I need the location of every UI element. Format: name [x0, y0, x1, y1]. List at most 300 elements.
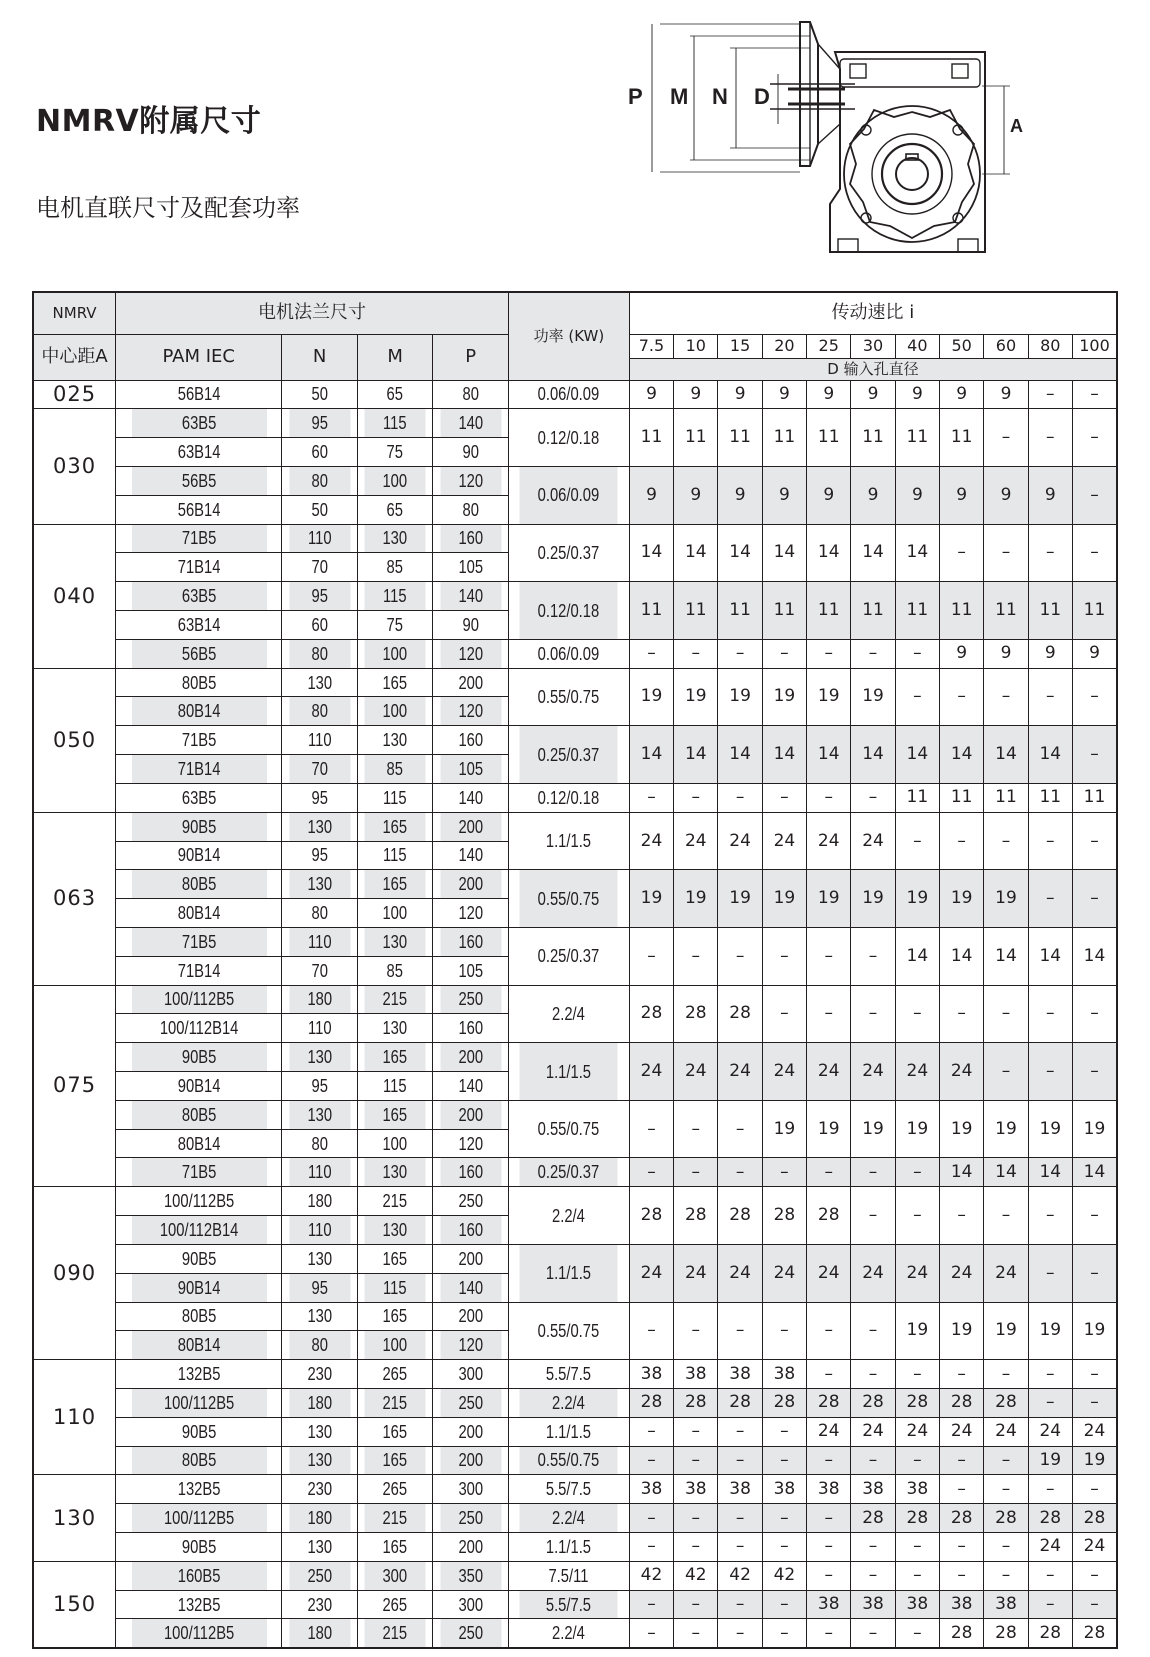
bore-cell: 14: [851, 726, 895, 784]
power-cell: 1.1/1.5: [519, 1244, 618, 1302]
bore-cell: 19: [1028, 1100, 1072, 1158]
bore-cell: –: [629, 927, 673, 985]
m-cell: 115: [364, 1273, 426, 1302]
bore-cell: –: [718, 1504, 762, 1533]
bore-cell: –: [1028, 1043, 1072, 1101]
header-ratio: 100: [1072, 334, 1117, 358]
bore-cell: 28: [674, 985, 718, 1043]
bore-cell: –: [718, 1158, 762, 1187]
bore-cell: 11: [940, 582, 984, 640]
n-cell: 130: [289, 1100, 351, 1129]
table-row: [33, 380, 1117, 409]
bore-cell: 24: [762, 1244, 806, 1302]
bore-cell: –: [1028, 668, 1072, 726]
bore-cell: –: [1072, 726, 1117, 784]
m-cell: 130: [364, 524, 426, 553]
bore-cell: 24: [629, 812, 673, 870]
p-cell: 250: [440, 1388, 502, 1417]
bore-cell: 19: [895, 870, 939, 928]
bore-cell: 19: [762, 668, 806, 726]
bore-cell: 38: [629, 1475, 673, 1504]
table-row: [33, 927, 1117, 956]
bore-cell: –: [1072, 1388, 1117, 1417]
bore-cell: 19: [807, 668, 851, 726]
bore-cell: –: [1072, 812, 1117, 870]
m-cell: 130: [364, 726, 426, 755]
bore-cell: 28: [895, 1504, 939, 1533]
bore-cell: 14: [940, 726, 984, 784]
m-cell: 300: [364, 1561, 426, 1590]
power-cell: 0.12/0.18: [519, 783, 618, 812]
drawing-label-m: M: [670, 84, 689, 109]
table-row: [33, 668, 1117, 697]
bore-cell: 9: [807, 380, 851, 409]
bore-cell: 11: [1072, 582, 1117, 640]
bore-cell: 19: [851, 1100, 895, 1158]
m-cell: 130: [364, 927, 426, 956]
m-cell: 100: [364, 466, 426, 495]
header-ratio: 7.5: [629, 334, 673, 358]
n-cell: 180: [289, 1619, 351, 1648]
n-cell: 50: [289, 495, 351, 524]
bore-cell: 28: [851, 1504, 895, 1533]
bore-cell: –: [807, 927, 851, 985]
table-row: [33, 870, 1117, 899]
power-cell: 2.2/4: [519, 985, 618, 1043]
bore-cell: 28: [718, 1187, 762, 1245]
p-cell: 200: [440, 1100, 502, 1129]
header-flange-group: 电机法兰尺寸: [116, 292, 509, 334]
bore-cell: 24: [674, 812, 718, 870]
bore-cell: 24: [940, 1417, 984, 1446]
bore-cell: 14: [1072, 927, 1117, 985]
bore-cell: –: [718, 639, 762, 668]
bore-cell: –: [1028, 1590, 1072, 1619]
n-cell: 180: [289, 985, 351, 1014]
p-cell: 90: [440, 438, 502, 467]
header-ratio: 80: [1028, 334, 1072, 358]
n-cell: 230: [289, 1360, 351, 1389]
bore-cell: 38: [851, 1590, 895, 1619]
bore-cell: –: [1072, 524, 1117, 582]
m-cell: 65: [364, 495, 426, 524]
bore-cell: 11: [984, 783, 1028, 812]
bore-cell: 24: [718, 1043, 762, 1101]
pam-iec-cell: 71B5: [131, 1158, 267, 1187]
bore-cell: 14: [718, 726, 762, 784]
bore-cell: –: [940, 985, 984, 1043]
n-cell: 180: [289, 1187, 351, 1216]
bore-cell: 28: [674, 1388, 718, 1417]
bore-cell: 24: [807, 812, 851, 870]
table-row: [33, 1043, 1117, 1072]
bore-cell: –: [895, 668, 939, 726]
bore-cell: 9: [851, 466, 895, 524]
bore-cell: 9: [940, 639, 984, 668]
bore-cell: 24: [1028, 1533, 1072, 1562]
bore-cell: –: [1028, 380, 1072, 409]
n-cell: 230: [289, 1590, 351, 1619]
pam-iec-cell: 100/112B14: [131, 1014, 267, 1043]
header-ratio: 10: [674, 334, 718, 358]
bore-cell: 14: [940, 927, 984, 985]
n-cell: 130: [289, 870, 351, 899]
header-p: P: [433, 334, 509, 380]
pam-iec-cell: 100/112B5: [131, 1619, 267, 1648]
bore-cell: –: [718, 1302, 762, 1360]
bore-cell: 24: [807, 1244, 851, 1302]
n-cell: 80: [289, 1331, 351, 1360]
header-ratio-group: 传动速比 i: [629, 292, 1117, 334]
bore-cell: –: [807, 1561, 851, 1590]
bore-cell: –: [895, 1187, 939, 1245]
bore-cell: –: [718, 1619, 762, 1648]
header-center-distance: 中心距A: [33, 334, 116, 380]
bore-cell: 9: [984, 380, 1028, 409]
bore-cell: 9: [629, 380, 673, 409]
bore-cell: 28: [940, 1619, 984, 1648]
table-row: [33, 1619, 1117, 1648]
pam-iec-cell: 71B5: [131, 927, 267, 956]
bore-cell: 28: [718, 1388, 762, 1417]
power-cell: 0.06/0.09: [519, 466, 618, 524]
bore-cell: 19: [940, 870, 984, 928]
bore-cell: 28: [984, 1504, 1028, 1533]
center-distance-cell: 090: [33, 1187, 116, 1360]
m-cell: 85: [364, 755, 426, 784]
p-cell: 200: [440, 668, 502, 697]
n-cell: 110: [289, 1014, 351, 1043]
bore-cell: –: [940, 1561, 984, 1590]
bore-cell: 24: [629, 1244, 673, 1302]
bore-cell: 38: [807, 1590, 851, 1619]
bore-cell: –: [895, 1446, 939, 1475]
bore-cell: –: [674, 1533, 718, 1562]
m-cell: 165: [364, 812, 426, 841]
p-cell: 90: [440, 611, 502, 640]
bore-cell: –: [807, 1533, 851, 1562]
pam-iec-cell: 100/112B14: [131, 1216, 267, 1245]
drawing-label-a: A: [1010, 116, 1023, 136]
p-cell: 120: [440, 697, 502, 726]
bore-cell: 19: [1072, 1446, 1117, 1475]
bore-cell: –: [674, 783, 718, 812]
bore-cell: –: [762, 1533, 806, 1562]
m-cell: 130: [364, 1014, 426, 1043]
pam-iec-cell: 80B5: [131, 1302, 267, 1331]
bore-cell: 14: [762, 524, 806, 582]
bore-cell: –: [1072, 870, 1117, 928]
bore-cell: –: [1028, 1360, 1072, 1389]
table-row: [33, 1504, 1117, 1533]
bore-cell: 9: [1028, 466, 1072, 524]
power-cell: 5.5/7.5: [519, 1590, 618, 1619]
p-cell: 300: [440, 1360, 502, 1389]
center-distance-cell: 030: [33, 409, 116, 524]
bore-cell: –: [895, 639, 939, 668]
bore-cell: –: [984, 1561, 1028, 1590]
n-cell: 70: [289, 553, 351, 582]
pam-iec-cell: 132B5: [131, 1590, 267, 1619]
pam-iec-cell: 90B5: [131, 812, 267, 841]
pam-iec-cell: 160B5: [131, 1561, 267, 1590]
power-cell: 5.5/7.5: [519, 1475, 618, 1504]
bore-cell: –: [984, 1475, 1028, 1504]
bore-cell: 9: [1028, 639, 1072, 668]
power-cell: 0.25/0.37: [519, 927, 618, 985]
bore-cell: 11: [762, 582, 806, 640]
bore-cell: 11: [807, 409, 851, 467]
m-cell: 165: [364, 1100, 426, 1129]
m-cell: 165: [364, 1244, 426, 1273]
page-title: NMRV附属尺寸: [36, 104, 262, 139]
bore-cell: –: [629, 1619, 673, 1648]
table-row: [33, 1446, 1117, 1475]
bore-cell: –: [940, 1533, 984, 1562]
bore-cell: –: [807, 1302, 851, 1360]
bore-cell: 9: [984, 639, 1028, 668]
p-cell: 80: [440, 495, 502, 524]
pam-iec-cell: 100/112B5: [131, 985, 267, 1014]
bore-cell: 9: [762, 380, 806, 409]
table-row: [33, 726, 1117, 755]
bore-cell: 42: [674, 1561, 718, 1590]
bore-cell: 11: [895, 783, 939, 812]
m-cell: 165: [364, 1417, 426, 1446]
n-cell: 130: [289, 1302, 351, 1331]
bore-cell: 11: [940, 409, 984, 467]
p-cell: 140: [440, 582, 502, 611]
bore-cell: 19: [984, 1302, 1028, 1360]
bore-cell: 24: [807, 1417, 851, 1446]
bore-cell: –: [895, 1561, 939, 1590]
bore-cell: 14: [629, 726, 673, 784]
dimension-spec-table: [32, 291, 1118, 1649]
center-distance-cell: 040: [33, 524, 116, 668]
m-cell: 165: [364, 870, 426, 899]
bore-cell: –: [674, 1302, 718, 1360]
bore-cell: 9: [629, 466, 673, 524]
bore-cell: –: [940, 1360, 984, 1389]
p-cell: 250: [440, 1619, 502, 1648]
bore-cell: 24: [762, 1043, 806, 1101]
drawing-label-n: N: [712, 84, 728, 109]
m-cell: 100: [364, 1129, 426, 1158]
p-cell: 200: [440, 1446, 502, 1475]
bore-cell: 9: [807, 466, 851, 524]
power-cell: 5.5/7.5: [519, 1360, 618, 1389]
bore-cell: –: [851, 1533, 895, 1562]
center-distance-cell: 130: [33, 1475, 116, 1561]
pam-iec-cell: 63B5: [131, 409, 267, 438]
bore-cell: –: [674, 639, 718, 668]
m-cell: 130: [364, 1158, 426, 1187]
n-cell: 130: [289, 1446, 351, 1475]
bore-cell: –: [629, 1504, 673, 1533]
m-cell: 85: [364, 956, 426, 985]
m-cell: 75: [364, 438, 426, 467]
bore-cell: –: [807, 1504, 851, 1533]
bore-cell: –: [984, 1187, 1028, 1245]
bore-cell: –: [895, 1533, 939, 1562]
power-cell: 0.25/0.37: [519, 1158, 618, 1187]
table-row: [33, 1187, 1117, 1216]
bore-cell: 14: [984, 1158, 1028, 1187]
power-cell: 0.25/0.37: [519, 524, 618, 582]
bore-cell: 42: [762, 1561, 806, 1590]
m-cell: 115: [364, 841, 426, 870]
bore-cell: 14: [895, 726, 939, 784]
p-cell: 140: [440, 783, 502, 812]
header-ratio: 60: [984, 334, 1028, 358]
bore-cell: 24: [851, 1043, 895, 1101]
p-cell: 300: [440, 1475, 502, 1504]
bore-cell: –: [629, 1533, 673, 1562]
header-pam-iec: PAM IEC: [116, 334, 282, 380]
bore-cell: –: [1028, 409, 1072, 467]
m-cell: 115: [364, 582, 426, 611]
n-cell: 130: [289, 1043, 351, 1072]
table-row: [33, 812, 1117, 841]
bore-cell: 38: [674, 1360, 718, 1389]
power-cell: 0.55/0.75: [519, 1302, 618, 1360]
p-cell: 350: [440, 1561, 502, 1590]
bore-cell: 14: [984, 927, 1028, 985]
bore-cell: 14: [629, 524, 673, 582]
bore-cell: 24: [718, 812, 762, 870]
bore-cell: –: [895, 1619, 939, 1648]
power-cell: 0.55/0.75: [519, 870, 618, 928]
bore-cell: 38: [984, 1590, 1028, 1619]
bore-cell: –: [762, 1446, 806, 1475]
bore-cell: 19: [718, 668, 762, 726]
bore-cell: 38: [718, 1475, 762, 1504]
bore-cell: 24: [1028, 1417, 1072, 1446]
bore-cell: 28: [984, 1619, 1028, 1648]
bore-cell: –: [1072, 1360, 1117, 1389]
p-cell: 200: [440, 1533, 502, 1562]
bore-cell: 19: [674, 668, 718, 726]
power-cell: 7.5/11: [519, 1561, 618, 1590]
n-cell: 80: [289, 639, 351, 668]
power-cell: 0.55/0.75: [519, 1446, 618, 1475]
header-ratio: 20: [762, 334, 806, 358]
bore-cell: 28: [895, 1388, 939, 1417]
bore-cell: 14: [1028, 1158, 1072, 1187]
header-ratio: 40: [895, 334, 939, 358]
bore-cell: –: [1028, 1244, 1072, 1302]
pam-iec-cell: 90B5: [131, 1043, 267, 1072]
n-cell: 180: [289, 1388, 351, 1417]
bore-cell: 28: [851, 1388, 895, 1417]
bore-cell: 19: [984, 1100, 1028, 1158]
bore-cell: –: [629, 1417, 673, 1446]
bore-cell: 38: [940, 1590, 984, 1619]
n-cell: 110: [289, 1158, 351, 1187]
power-cell: 2.2/4: [519, 1388, 618, 1417]
bore-cell: –: [762, 1619, 806, 1648]
bore-cell: 14: [718, 524, 762, 582]
bore-cell: 24: [895, 1043, 939, 1101]
bore-cell: –: [762, 639, 806, 668]
bore-cell: –: [984, 409, 1028, 467]
bore-cell: 28: [1028, 1504, 1072, 1533]
bore-cell: 11: [851, 409, 895, 467]
p-cell: 105: [440, 755, 502, 784]
m-cell: 215: [364, 1187, 426, 1216]
n-cell: 70: [289, 755, 351, 784]
m-cell: 115: [364, 1072, 426, 1101]
bore-cell: –: [807, 1158, 851, 1187]
table-row: [33, 1302, 1117, 1331]
bore-cell: 24: [895, 1417, 939, 1446]
p-cell: 120: [440, 899, 502, 928]
pam-iec-cell: 100/112B5: [131, 1388, 267, 1417]
bore-cell: –: [674, 1590, 718, 1619]
bore-cell: 11: [718, 409, 762, 467]
header-n: N: [282, 334, 358, 380]
bore-cell: –: [1072, 1475, 1117, 1504]
bore-cell: 14: [1072, 1158, 1117, 1187]
bore-cell: 28: [762, 1388, 806, 1417]
n-cell: 110: [289, 927, 351, 956]
pam-iec-cell: 56B5: [131, 466, 267, 495]
bore-cell: 11: [629, 409, 673, 467]
bore-cell: 19: [718, 870, 762, 928]
bore-cell: –: [940, 524, 984, 582]
bore-cell: –: [718, 1533, 762, 1562]
bore-cell: 28: [1072, 1504, 1117, 1533]
n-cell: 95: [289, 1072, 351, 1101]
bore-cell: –: [807, 985, 851, 1043]
n-cell: 110: [289, 1216, 351, 1245]
n-cell: 110: [289, 524, 351, 553]
bore-cell: –: [1028, 812, 1072, 870]
p-cell: 105: [440, 956, 502, 985]
bore-cell: 19: [807, 870, 851, 928]
bore-cell: 14: [895, 927, 939, 985]
p-cell: 300: [440, 1590, 502, 1619]
pam-iec-cell: 56B5: [131, 639, 267, 668]
n-cell: 60: [289, 438, 351, 467]
bore-cell: 11: [629, 582, 673, 640]
bore-cell: –: [629, 639, 673, 668]
table-row: [33, 985, 1117, 1014]
bore-cell: 28: [674, 1187, 718, 1245]
m-cell: 215: [364, 1388, 426, 1417]
bore-cell: –: [940, 1187, 984, 1245]
bore-cell: 9: [984, 466, 1028, 524]
m-cell: 215: [364, 1504, 426, 1533]
bore-cell: –: [1072, 1187, 1117, 1245]
power-cell: 1.1/1.5: [519, 1043, 618, 1101]
power-cell: 2.2/4: [519, 1187, 618, 1245]
bore-cell: –: [1028, 1388, 1072, 1417]
m-cell: 85: [364, 553, 426, 582]
table-row: [33, 1475, 1117, 1504]
bore-cell: 24: [851, 1417, 895, 1446]
bore-cell: –: [807, 639, 851, 668]
power-cell: 0.06/0.09: [519, 639, 618, 668]
bore-cell: 19: [807, 1100, 851, 1158]
m-cell: 215: [364, 985, 426, 1014]
p-cell: 200: [440, 870, 502, 899]
bore-cell: –: [1072, 380, 1117, 409]
m-cell: 165: [364, 1446, 426, 1475]
bore-cell: 38: [807, 1475, 851, 1504]
pam-iec-cell: 71B14: [131, 755, 267, 784]
center-distance-cell: 025: [33, 380, 116, 409]
